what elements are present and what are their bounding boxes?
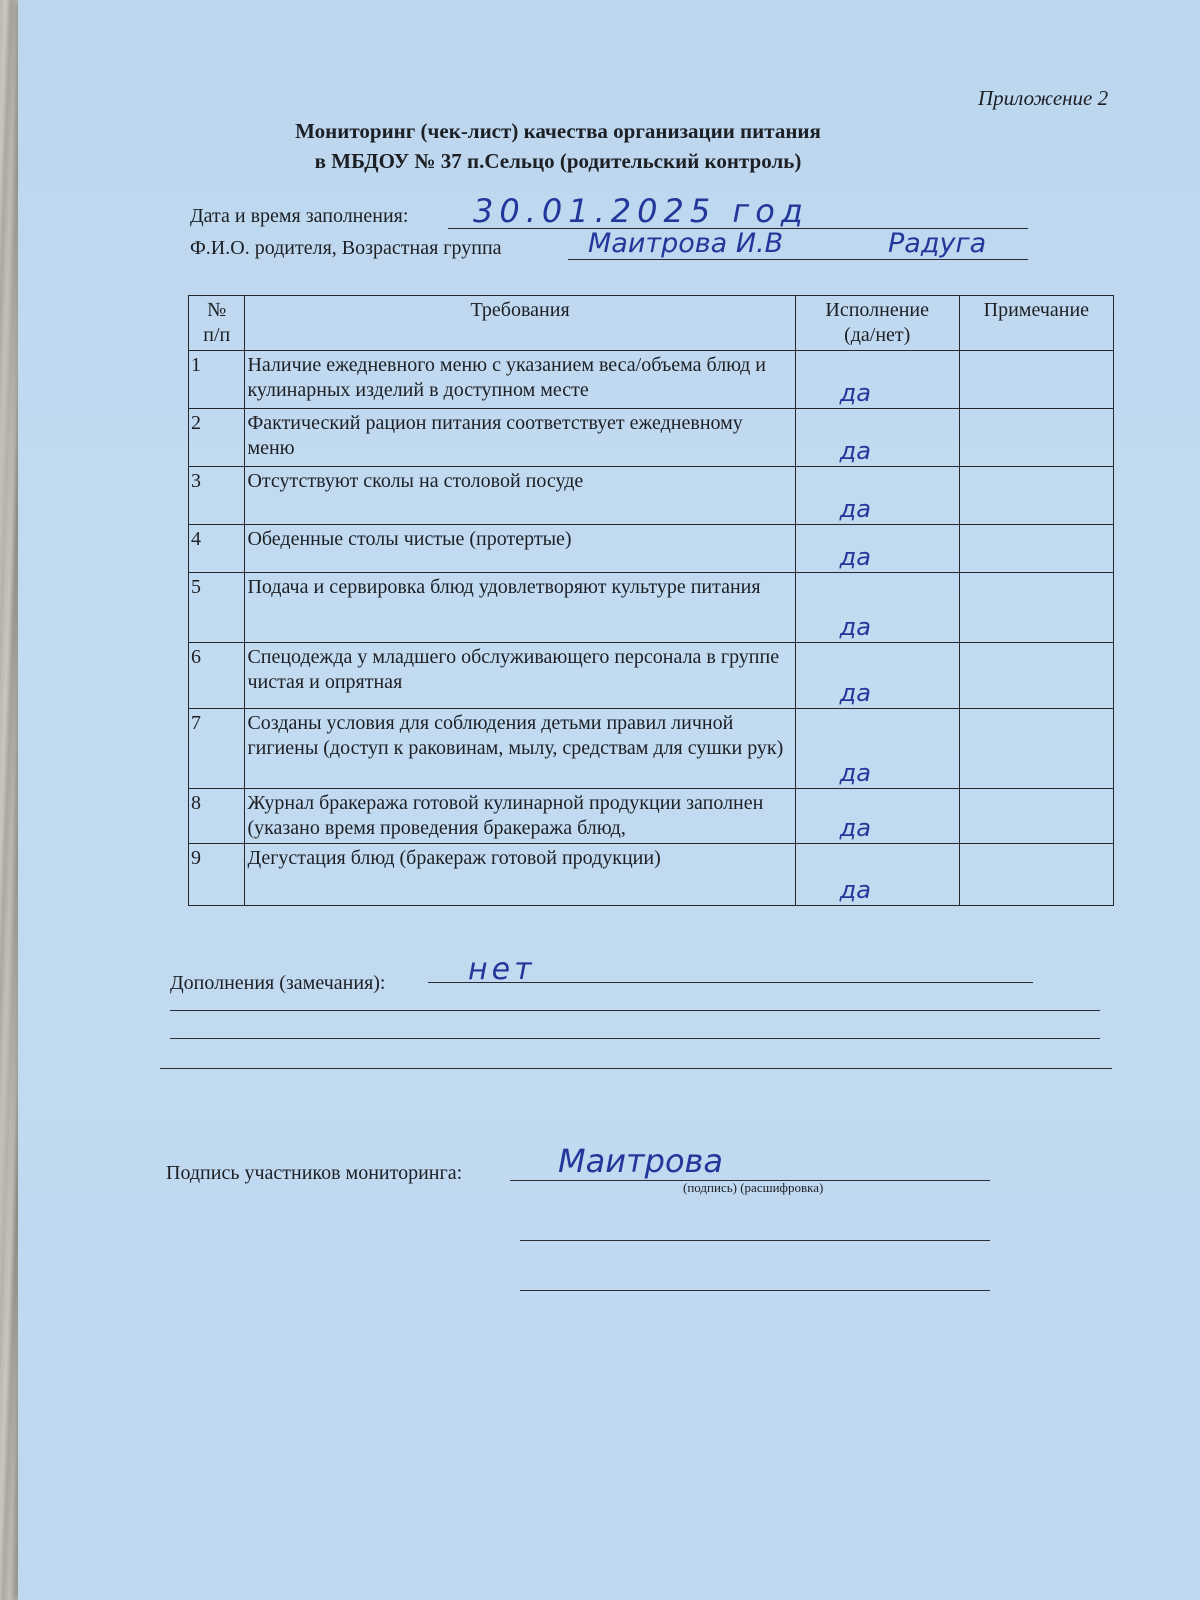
row-note	[959, 467, 1113, 525]
signature-underline-3	[520, 1290, 990, 1291]
row-requirement: Дегустация блюд (бракераж готовой продукции)	[245, 844, 795, 906]
group-value: Радуга	[888, 228, 987, 259]
row-requirement: Спецодежда у младшего обслуживающего персонала в группе чистая и опрятная	[245, 643, 795, 709]
row-note	[959, 573, 1113, 643]
row-note	[959, 643, 1113, 709]
row-requirement: Фактический рацион питания соответствует ежедневному меню	[245, 409, 795, 467]
row-note	[959, 789, 1113, 844]
header-requirement: Требования	[245, 296, 795, 351]
remarks-label: Дополнения (замечания):	[170, 972, 386, 994]
row-execution-value: да	[839, 679, 871, 707]
table-row	[189, 643, 1114, 709]
remarks-value: нет	[468, 952, 536, 987]
table-row	[189, 351, 1114, 409]
row-num: 9	[189, 844, 245, 906]
row-execution-cell	[795, 844, 959, 906]
document-sheet	[18, 0, 1200, 1600]
row-requirement: Обеденные столы чистые (протертые)	[245, 525, 795, 573]
row-execution-value: да	[839, 876, 871, 904]
row-execution-value: да	[839, 759, 871, 787]
date-value: 30.01.2025 год	[473, 192, 809, 230]
row-execution-cell	[795, 351, 959, 409]
row-num: 2	[189, 409, 245, 467]
signature-caption: (подпись) (расшифровка)	[683, 1180, 824, 1195]
row-execution-cell	[795, 467, 959, 525]
title-line-2: в МБДОУ № 37 п.Сельцо (родительский контроль)	[314, 149, 802, 173]
table-row	[189, 409, 1114, 467]
signature-value: Маитрова	[558, 1142, 724, 1180]
table-row	[189, 573, 1114, 643]
remarks-underline-4	[160, 1068, 1112, 1069]
row-note	[959, 844, 1113, 906]
row-execution-value: да	[839, 437, 871, 465]
header-num: № п/п	[189, 296, 245, 351]
row-execution-value: да	[839, 379, 871, 407]
row-num: 4	[189, 525, 245, 573]
row-execution-cell	[795, 789, 959, 844]
row-note	[959, 709, 1113, 789]
row-num: 5	[189, 573, 245, 643]
row-note	[959, 409, 1113, 467]
row-execution-cell	[795, 525, 959, 573]
signature-underline-2	[520, 1240, 990, 1241]
row-note	[959, 525, 1113, 573]
header-execution: Исполнение (да/нет)	[795, 296, 959, 351]
remarks-underline-3	[170, 1038, 1100, 1039]
parent-underline	[568, 259, 1028, 260]
row-execution-value: да	[839, 613, 871, 641]
table-header-row	[189, 296, 1114, 351]
parent-label: Ф.И.О. родителя, Возрастная группа	[190, 237, 502, 259]
row-execution-value: да	[839, 814, 871, 842]
row-num: 6	[189, 643, 245, 709]
row-execution-cell	[795, 573, 959, 643]
row-execution-value: да	[839, 495, 871, 523]
signature-label: Подпись участников мониторинга:	[166, 1162, 463, 1184]
table-row	[189, 789, 1114, 844]
row-num: 8	[189, 789, 245, 844]
row-requirement-text: Журнал бракеража готовой кулинарной продукции заполнен (указано время проведения бракеража блюд,	[247, 792, 764, 839]
row-requirement: Подача и сервировка блюд удовлетворяют культуре питания	[245, 573, 795, 643]
row-requirement: Отсутствуют сколы на столовой посуде	[245, 467, 795, 525]
row-note	[959, 351, 1113, 409]
row-num: 3	[189, 467, 245, 525]
appendix-label: Приложение 2	[978, 86, 1109, 110]
page-title	[278, 116, 838, 176]
table-row	[189, 844, 1114, 906]
remarks-underline-2	[170, 1010, 1100, 1011]
title-line-1: Мониторинг (чек-лист) качества организации питания	[295, 119, 821, 143]
row-num: 1	[189, 351, 245, 409]
row-execution-cell	[795, 709, 959, 789]
table-row	[189, 467, 1114, 525]
checklist-table	[188, 295, 1114, 906]
row-num: 7	[189, 709, 245, 789]
table-row	[189, 525, 1114, 573]
row-execution-value: да	[839, 543, 871, 571]
header-note: Примечание	[959, 296, 1113, 351]
table-row	[189, 709, 1114, 789]
row-requirement	[245, 789, 795, 844]
row-execution-cell	[795, 643, 959, 709]
row-execution-cell	[795, 409, 959, 467]
date-label: Дата и время заполнения:	[190, 205, 409, 227]
parent-value: Маитрова И.В	[588, 228, 784, 259]
row-requirement: Наличие ежедневного меню с указанием веса/объема блюд и кулинарных изделий в доступном месте	[245, 351, 795, 409]
row-requirement: Созданы условия для соблюдения детьми правил личной гигиены (доступ к раковинам, мылу, средствам для сушки рук)	[245, 709, 795, 789]
